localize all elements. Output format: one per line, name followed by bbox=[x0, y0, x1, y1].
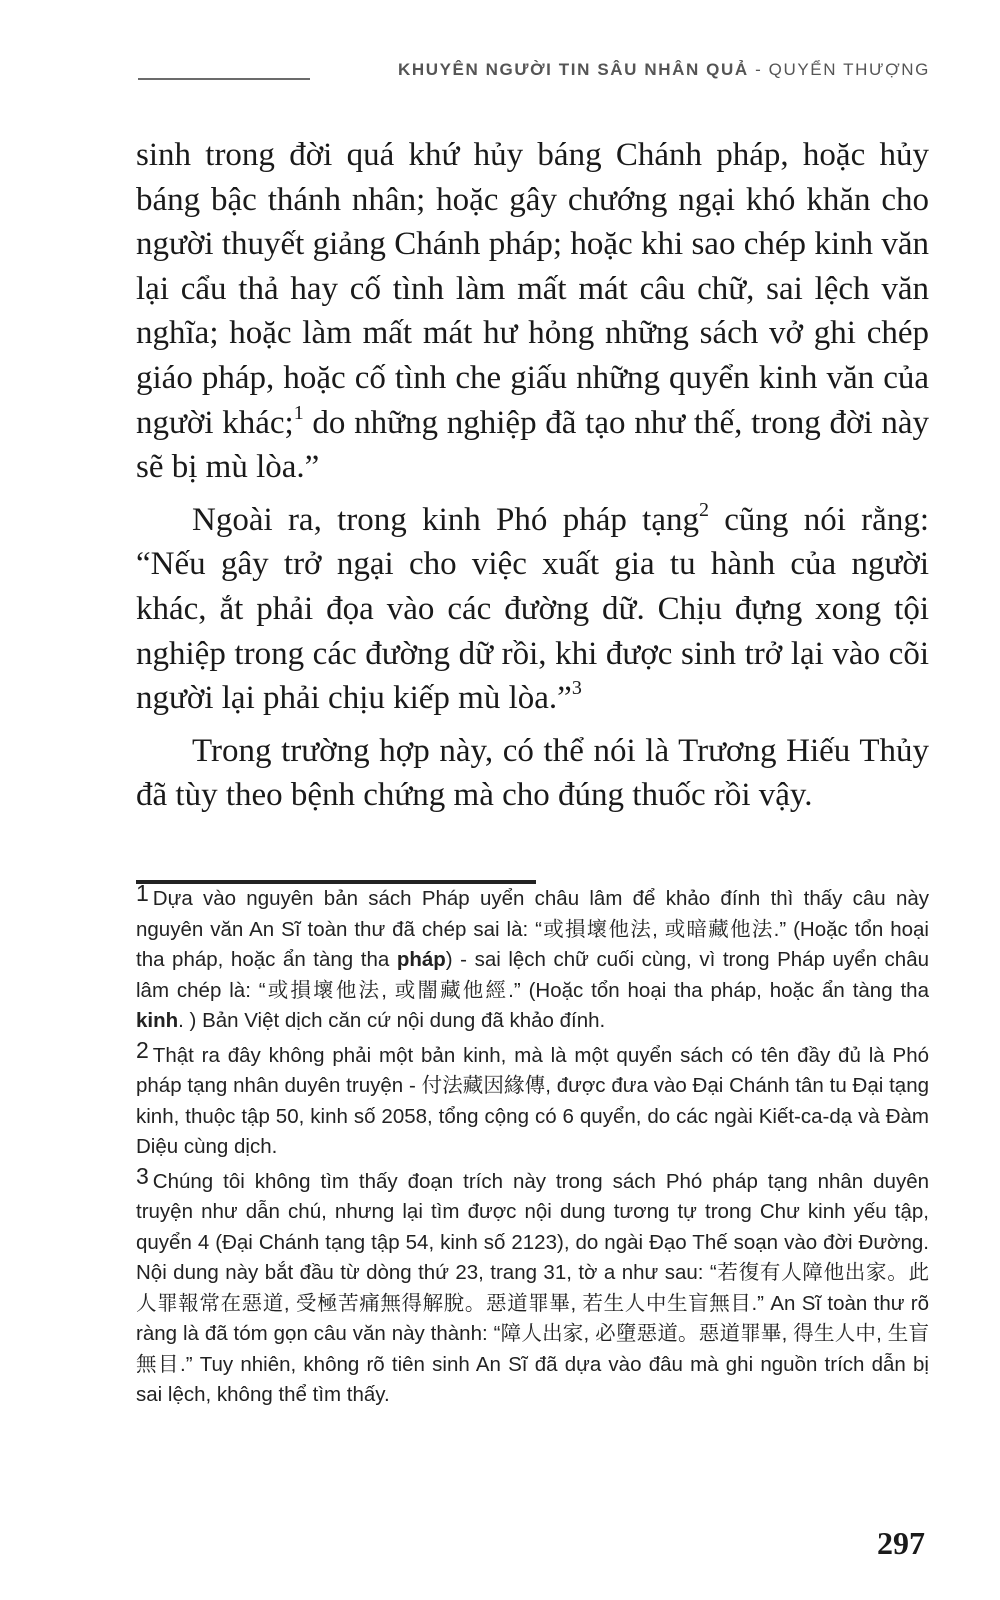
header-title bbox=[398, 60, 930, 80]
paragraph-2-text-b: cũng nói rằng: “Nếu gây trở ngại cho việc xuất gia tu hành của người khác, ắt phải đọa vào các đường dữ. Chịu đựng xong tội nghiệp trong các đường dữ rồi, khi được sinh trở lại vào cõi người lại phải chịu kiếp mù lòa.” bbox=[136, 501, 929, 717]
paragraph-1 bbox=[136, 133, 929, 490]
footnote-2-text: Thật ra đây không phải một bản kinh, mà là một quyển sách có tên đầy đủ là Phó pháp tạng nhân duyên truyện - 付法藏因緣傳, được đưa vào Đại Chánh tân tu Đại tạng kinh, thuộc tập 50, kinh số 2058, tổng cộng có 6 quyển, do các ngài Kiết-ca-dạ và Đàm Diệu cùng dịch. bbox=[136, 1043, 929, 1158]
footnote-number: 3 bbox=[136, 1162, 149, 1189]
paragraph-2-text-a: Ngoài ra, trong kinh Phó pháp tạng bbox=[192, 501, 699, 538]
footnote-ref-1: 1 bbox=[293, 401, 304, 424]
footnote-1-bold-1: pháp bbox=[396, 948, 446, 971]
header-title-light: QUYỂN THƯỢNG bbox=[768, 60, 930, 79]
footnote-number: 2 bbox=[136, 1036, 149, 1063]
paragraph-3: Trong trường hợp này, có thể nói là Trương Hiếu Thủy đã tùy theo bệnh chứng mà cho đúng thuốc rồi vậy. bbox=[136, 732, 929, 814]
body-text bbox=[136, 133, 929, 826]
footnote-1-text-a: Dựa vào nguyên bản sách Pháp uyển châu lâm để khảo đính thì thấy câu này nguyên văn An Sĩ toàn thư đã chép sai là: “或損壞他法, 或暗藏他法.” (Hoặc tổn hoại tha pháp, hoặc ẩn tàng tha bbox=[136, 887, 929, 971]
running-header bbox=[138, 60, 930, 88]
paragraph-1-text-a: sinh trong đời quá khứ hủy báng Chánh pháp, hoặc hủy báng bậc thánh nhân; hoặc gây chướng ngại khó khăn cho người thuyết giảng Chánh pháp; hoặc khi sao chép kinh văn lại cẩu thả hay cố tình làm mất mát câu chữ, sai lệch văn nghĩa; hoặc làm mất mát hư hỏng những sách vở ghi chép giáo pháp, hoặc cố tình che giấu những quyển kinh văn của người khác; bbox=[136, 137, 929, 441]
paragraph-2 bbox=[136, 498, 929, 721]
footnote-3 bbox=[136, 1162, 929, 1411]
footnote-ref-3: 3 bbox=[571, 677, 582, 700]
paragraph-1-text-b: do những nghiệp đã tạo như thế, trong đời này sẽ bị mù lòa.” bbox=[136, 404, 930, 486]
footnote-3-text: Chúng tôi không tìm thấy đoạn trích này trong sách Phó pháp tạng nhân duyên truyện như dẫn chú, nhưng lại tìm được nội dung tương tự trong Chư kinh yếu tập, quyển 4 (Đại Chánh tạng tập 54, kinh số 2123), do ngài Đạo Thế soạn vào đời Đường. Nội dung này bắt đầu từ dòng thứ 23, trang 31, tờ a như sau: “若復有人障他出家。此人罪報常在惡道, 受極苦痛無得解脫。惡道罪畢, 若生人中生盲無目.” An Sĩ toàn thư rõ ràng là đã tóm gọn câu văn này thành: “障人出家, 必墮惡道。惡道罪畢, 得生人中, 生盲無目.” Tuy nhiên, không rõ tiên sinh An Sĩ đã dựa vào đâu mà ghi nguồn trích dẫn bị sai lệch, không thể tìm thấy. bbox=[136, 1169, 929, 1406]
footnote-1-bold-2: kinh bbox=[136, 1009, 179, 1032]
header-separator: - bbox=[748, 60, 769, 79]
footnote-1-text-c: . ) Bản Việt dịch căn cứ nội dung đã khảo đính. bbox=[178, 1009, 606, 1032]
header-rule bbox=[138, 78, 310, 80]
page-number: 297 bbox=[877, 1525, 925, 1561]
header-title-bold: KHUYÊN NGƯỜI TIN SÂU NHÂN QUẢ bbox=[397, 60, 749, 79]
footnote-number: 1 bbox=[136, 880, 149, 906]
footnote-2 bbox=[136, 1036, 929, 1163]
footnote-1-text-b: ) - sai lệch chữ cuối cùng, vì trong Pháp uyển châu lâm chép là: “或損壞他法, 或闇藏他經.” (Hoặc tổn hoại tha pháp, hoặc ẩn tàng tha bbox=[136, 948, 930, 1002]
footnote-1 bbox=[136, 880, 930, 1037]
footnotes bbox=[136, 880, 930, 1415]
footnote-ref-2: 2 bbox=[698, 498, 709, 521]
